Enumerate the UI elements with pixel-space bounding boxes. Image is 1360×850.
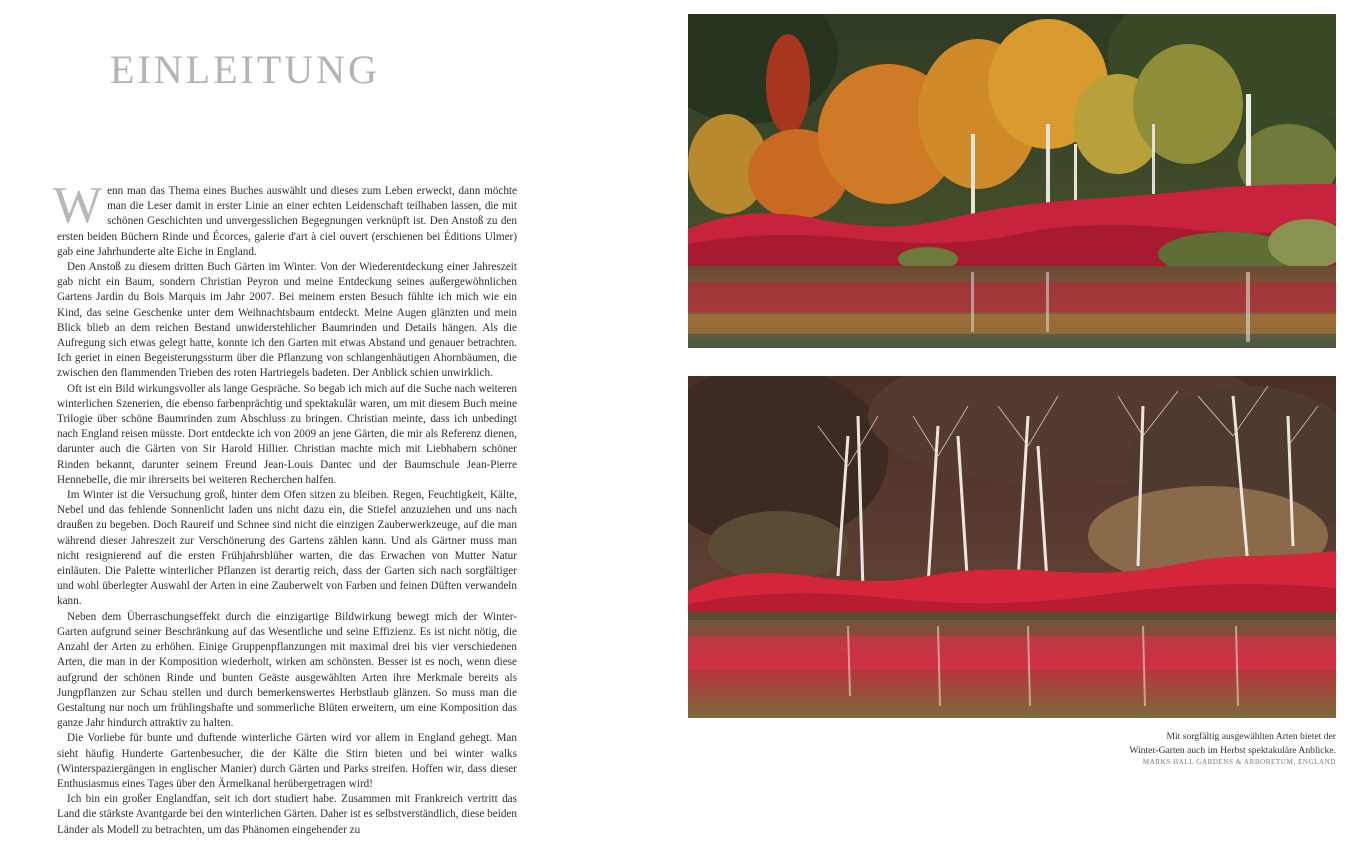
autumn-garden-illustration (688, 14, 1336, 348)
paragraph-1: Wenn man das Thema eines Buches auswählt und dieses zum Leben erweckt, dann möchte man die Leser damit in erster Linie an einer echten Leidenschaft teilhaben lassen, die mit schönen Geschichten und unvergesslichen Begegnungen verknüpft ist. Den Anstoß zu den ersten beiden Büchern Rinde und Écorces, galerie d'art à ciel ouvert (erschienen bei Éditions Ulmer) gab eine Jahrhunderte alte Eiche in England. (53, 177, 517, 258)
paragraph-6: Die Vorliebe für bunte und duftende winterliche Gärten wird vor allem in England gehegt. Man sieht häufig Hunderte Gartenbesucher, die der Kälte die Stirn bieten und bei winter walks (Winterspaziergängen in englischer Manier) durch Gärten und Parks streifen. Hoffen wir, dass dieser Enthusiasmus eines Tages über den Ärmelkanal herübergetragen wird! (57, 732, 517, 790)
paragraph-4: Im Winter ist die Versuchung groß, hinter dem Ofen sitzen zu bleiben. Regen, Feuchtigkeit, Kälte, Nebel und das fehlende Sonnenlicht laden uns nicht dazu ein, die Stiefel anzuziehen und uns nach draußen zu begeben. Doch Raureif und Schnee sind nicht die einzigen Zauberwerkzeuge, auf die man während dieser Jahreszeit zur Verschönerung des Gartens zählen kann. Und als Gärtner muss man nicht resignierend auf die ersten Frühjahrsblüher warten, die das Erwachen von Mutter Natur einläuten. Die Palette winterlicher Pflanzen ist derartig reich, dass der Garten sich nach sorgfältiger und wohl überlegter Auswahl der Arten in eine Zauberwelt von Farben und feinen Düften verwandeln kann. (57, 489, 517, 608)
winter-birches-illustration (688, 376, 1336, 718)
paragraph-7: Ich bin ein großer Englandfan, seit ich dort studiert habe. Zusammen mit Frankreich vertritt das Land die stärkste Avantgarde bei den winterlichen Gärten. Daher ist es selbstverständlich, diese beiden Länder als Modell zu betrachten, um das Phänomen eingehender zu (57, 793, 517, 836)
dropcap: W (53, 177, 103, 234)
caption-line-2: Winter-Garten auch im Herbst spektakuläre Anblicke. (1129, 745, 1336, 756)
photo-autumn-garden (688, 14, 1336, 348)
chapter-heading: EINLEITUNG (110, 47, 380, 92)
photo-winter-birches (688, 376, 1336, 718)
photo-credit: MARKS HALL GARDENS & ARBORETUM, ENGLAND (1142, 758, 1336, 766)
paragraph-2: Den Anstoß zu diesem dritten Buch Gärten im Winter. Von der Wiederentdeckung einer Jahreszeit gab nicht ein Baum, sondern Christian Peyron und meine Entdeckung seines außergewöhnlichen Gartens Jardin du Bois Marquis im Jahr 2007. Bei meinem ersten Besuch fühlte ich mich wie ein Kind, das seine Geschenke unter dem Weihnachtsbaum entdeckt. Meine Augen glänzten und mein Blick blieb an dem reichen Bestand unwiderstehlicher Baumrinden und Details hängen. Als die Aufregung sich etwas gelegt hatte, konnte ich den Garten mit etwas Abstand und genauer betrachten. Ich geriet in einen Begeisterungssturm über die Pflanzung von schlangenhäutigen Ahornbäumen, die zwischen den flammenden Trieben des roten Hartriegels badeten. Der Anblick schien unwirklich. (57, 261, 517, 380)
body-text (53, 177, 517, 838)
paragraph-5: Neben dem Überraschungseffekt durch die einzigartige Bildwirkung bewegt mich der Winter-Garten aufgrund seiner Beschränkung auf das Wesentliche und seine Effizienz. Es ist nicht nötig, die Anzahl der Arten zu erhöhen. Einige Gruppenpflanzungen mit maximal drei bis vier verschiedenen Arten, die man in der Komposition wiederholt, wirken am schönsten. Besser ist es noch, wenn diese aufgrund der schönen Rinde und bunten Geäste ausgewählten Arten ihre Merkmale bereits als Jungpflanzen zur Schau stellen und durch bemerkenswertes Herbstlaub glänzen. So muss man die Gestaltung nur noch um frühlingshafte und sommerliche Blüten erweitern, um eine Komposition das ganze Jahr hindurch attraktiv zu halten. (57, 610, 517, 730)
caption-line-1: Mit sorgfältig ausgewählten Arten bietet der (1166, 731, 1336, 742)
photo-caption (980, 730, 1336, 758)
paragraph-3: Oft ist ein Bild wirkungsvoller als lange Gespräche. So begab ich mich auf die Suche nach weiteren winterlichen Szenerien, die ebenso farbenprächtig und spektakulär waren, um mit diesem Buch meine Trilogie über schöne Baumrinden zum Abschluss zu bringen. Christian meinte, dass ich unbedingt nach England reisen müsste. Dort entdeckte ich von 2009 an jene Gärten, die mir als Referenz dienen, darunter auch die Gärten von Sir Harold Hillier. Christian machte mich mit Liebhabern schöner Rinden bekannt, darunter seinem Freund Jean-Louis Dantec und der Baumschule Jean-Pierre Hennebelle, die mir ihrerseits bei weiteren Recherchen halfen. (57, 382, 517, 486)
